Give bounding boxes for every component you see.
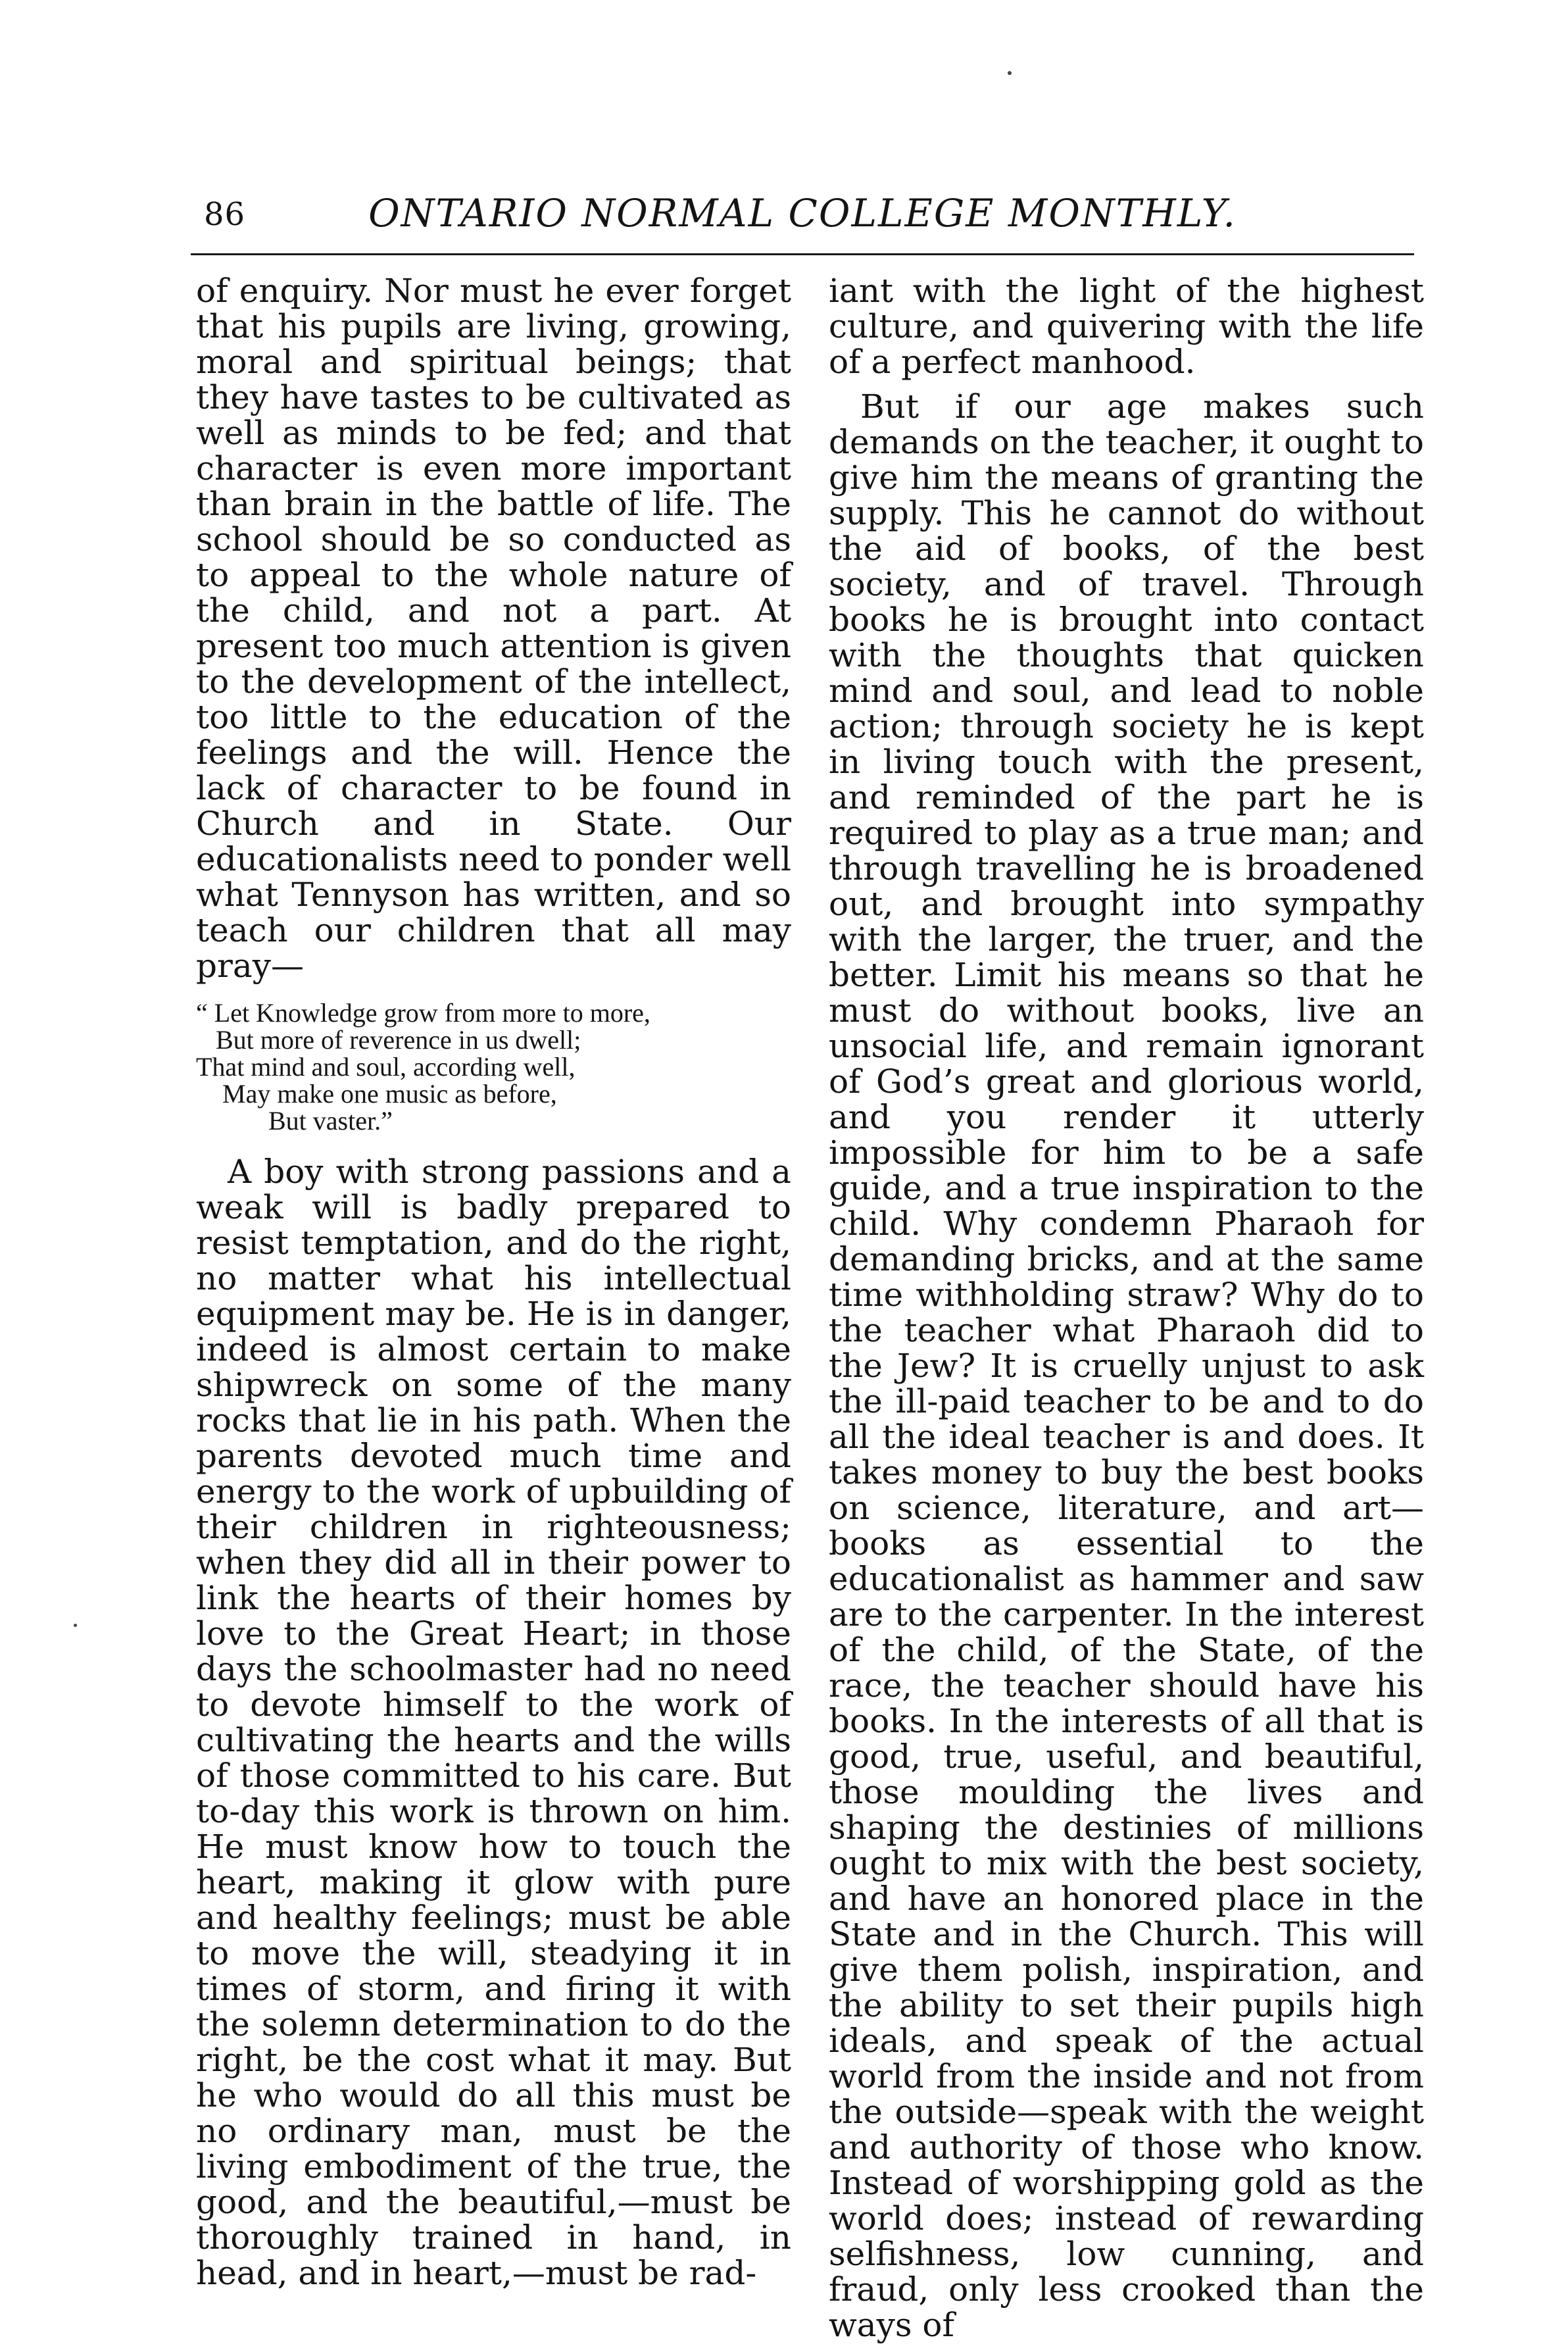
poem-line: But more of reverence in us dwell; [216,1025,581,1055]
poem-line: But vaster.” [268,1106,393,1136]
page-number: 86 [204,196,246,233]
left-column [196,273,791,2291]
paragraph: But if our age makes such demands on the teacher, it ought to give him the means of granting the supply. This he cannot do without the aid of books, of the best society, and of travel. Through books he is brought into contact with the thoughts that quicken mind and soul, and lead to noble action; through society he is kept in living touch with the present, and reminded of the part he is required to play as a true man; and through travelling he is broadened out, and brought into sympathy with the larger, the truer, and the better. Limit his means so that he must do without books, live an unsocial life, and remain ignorant of God’s great and glorious world, and you render it utterly impossible for him to be a safe guide, and a true inspiration to the child. Why condemn Pharaoh for demanding bricks, and at the same time withholding straw? Why do to the teacher what Pharaoh did to the Jew? It is cruelly unjust to ask the ill-paid teacher to be and to do all the ideal teacher is and does. It takes money to buy the best books on science, literature, and art—books as essential to the educationalist as hammer and saw are to the carpenter. In the interest of the child, of the State, of the race, the teacher should have his books. In the interests of all that is good, true, useful, and beautiful, those moulding the lives and shaping the destinies of millions ought to mix with the best society, and have an honored place in the State and in the Church. This will give them polish, inspiration, and the ability to set their pupils high ideals, and speak of the actual world from the inside and not from the outside—speak with the weight and authority of those who know. Instead of worshipping gold as the world does; instead of rewarding selfishness, low cunning, and fraud, only less crooked than the ways of [829,388,1424,2344]
paragraph: A boy with strong passions and a weak will is badly prepared to resist temptation, and do the right, no matter what his intellectual equipment may be. He is in danger, indeed is almost certain to make shipwreck on some of the many rocks that lie in his path. When the parents devoted much time and energy to the work of upbuilding of their children in righteousness; when they did all in their power to link the hearts of their homes by love to the Great Heart; in those days the schoolmaster had no need to devote himself to the work of cultivating the hearts and the wills of those committed to his care. But to-day this work is thrown on him. He must know how to touch the heart, making it glow with pure and healthy feelings; must be able to move the will, steadying it in times of storm, and firing it with the solemn determination to do the right, be the cost what it may. But he who would do all this must be no ordinary man, must be the living embodiment of the true, the good, and the beautiful,—must be thoroughly trained in hand, in head, and in heart,—must be rad- [196,1153,791,2292]
header-rule [191,253,1414,255]
poem-line: “ Let Knowledge grow from more to more, [196,998,650,1028]
right-column [829,273,1424,2343]
page-header [191,191,1414,250]
paragraph: iant with the light of the highest culture, and quivering with the life of a perfect manhood. [829,272,1424,381]
poem-line: May make one music as before, [222,1079,557,1109]
paragraph: of enquiry. Nor must he ever forget that his pupils are living, growing, moral and spiritual beings; that they have tastes to be cultivated as well as minds to be fed; and that character is even more important than brain in the battle of life. The school should be so conducted as to appeal to the whole nature of the child, and not a part. At present too much attention is given to the development of the intellect, too little to the education of the feelings and the will. Hence the lack of character to be found in Church and in State. Our educationalists need to ponder well what Tennyson has written, and so teach our children that all may pray— [196,272,791,985]
poem-line: That mind and soul, according well, [196,1052,576,1082]
print-speck [74,1624,77,1627]
running-title: ONTARIO NORMAL COLLEGE MONTHLY. [368,191,1237,236]
print-speck [1008,71,1012,75]
tennyson-quotation [196,999,791,1134]
